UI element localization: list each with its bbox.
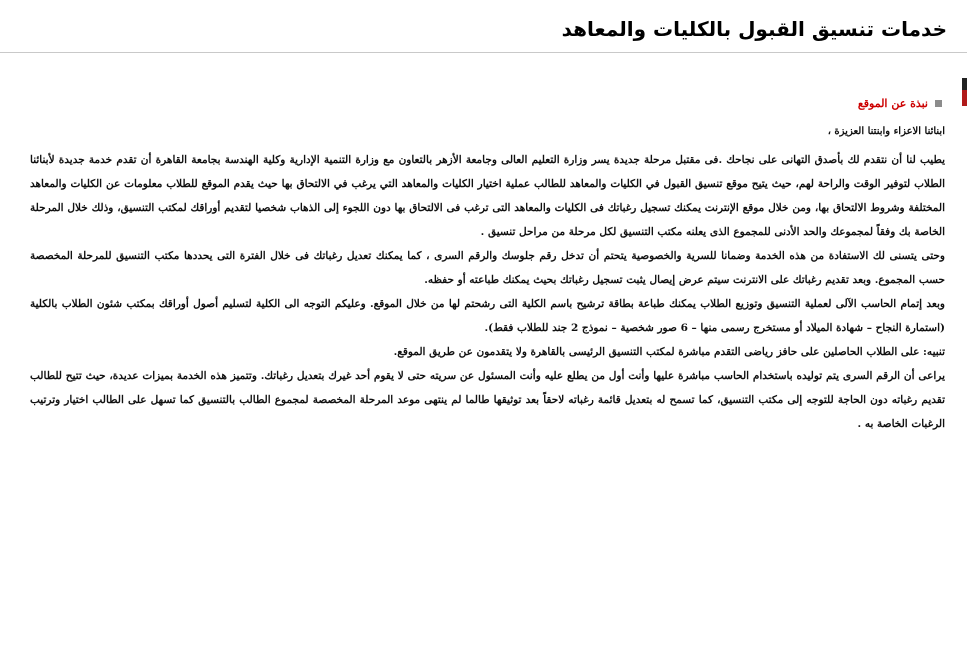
paragraph-intro: يطيب لنا أن نتقدم لك بأصدق التهانى على نجاحك .فى مقتبل مرحلة جديدة يسر وزارة التعليم العالى وجامعة الأزهر بالتعاون مع وزارة التنمية الإدارية وكلية الهندسة بجامعة القاهرة أن تقدم خدمة جديدة لأبنائنا الطلاب لتوفير الوقت والراحة لهم، حيث يتيح موقع تنسيق القبول في الكليات والمعاهد للطالب عملية اختيار الكليات والمعاهد التي يرغب في الالتحاق بها حيث يقدم الموقع للطلاب معلومات عن الكليات والمعاهد المختلفة وشروط الالتحاق بها، ومن خلال موقع الإنترنت يمكنك تسجيل رغباتك فى الكليات والمعاهد التى ترغب فى الالتحاق بها دون اللجوء إلى الذهاب شخصيا لتقديم أوراقك لمكتب التنسيق، وذلك خلال المرحلة الخاصة بك وفقاً لمجموعك والحد الأدنى للمجموع الذى يعلنه مكتب التنسيق لكل مرحلة من مراحل تنسيق . xyxy=(30,154,945,238)
paragraph-nomination: وبعد إتمام الحاسب الآلى لعملية التنسيق وتوزيع الطلاب يمكنك طباعة بطاقة ترشيح باسم الكلية التى رشحتم لها من خلال الموقع. وعليكم التوجه الى الكلية لتسليم أصول أوراقك بمكتب شئون الطلاب بالكلية (استمارة النجاح – شهادة الميلاد أو مستخرج رسمى منها – 6 صور شخصية – نموذج 2 جند للطلاب فقط). xyxy=(30,298,945,334)
section-label: نبذة عن الموقع xyxy=(857,97,928,110)
square-bullet-icon xyxy=(935,100,942,107)
article-body xyxy=(30,122,945,436)
greeting-line: ابنائنا الاعزاء وابنتنا العزيزة ، xyxy=(827,126,945,137)
paragraph-privacy: وحتى يتسنى لك الاستفادة من هذه الخدمة وضمانا للسرية والخصوصية يتحتم أن تدخل رقم جلوسك والرقم السرى ، كما يمكنك تعديل رغباتك فى خلال الفترة التى يحددها مكتب التنسيق للمرحلة المخصصة حسب المجموع. وبعد تقديم رغباتك على الانترنت سيتم عرض إيصال يثبت تسجيل رغباتك بحيث يمكنك طباعته أو حفظه. xyxy=(30,250,945,286)
edge-accent-flag xyxy=(962,78,967,106)
title-divider xyxy=(0,52,967,53)
page-title: خدمات تنسيق القبول بالكليات والمعاهد xyxy=(561,17,947,41)
paragraph-notice: تنبيه: على الطلاب الحاصلين على حافز رياضى التقدم مباشرة لمكتب التنسيق الرئيسى بالقاهرة ولا يتقدمون عن طريق الموقع. xyxy=(393,346,945,358)
paragraph-password: يراعى أن الرقم السرى يتم توليده باستخدام الحاسب مباشرة عليها وأنت أول من يطلع عليه وأنت المسئول عن سريته حتى لا يقوم أحد غيرك بتعديل رغباتك. وتتميز هذه الخدمة بميزات عديدة، حيث تتيح للطالب تقديم رغباته دون الحاجة للتوجه إلى مكتب التنسيق، كما تسمح له بتعديل قائمة رغباته لاحقاً بعد توثيقها طالما لم ينتهى موعد المرحلة المخصصة لمجموع الطالب بالتنسيق كما تسهل على الطالب اختيار وترتيب الرغبات الخاصة به . xyxy=(30,370,945,430)
section-heading xyxy=(858,97,942,110)
